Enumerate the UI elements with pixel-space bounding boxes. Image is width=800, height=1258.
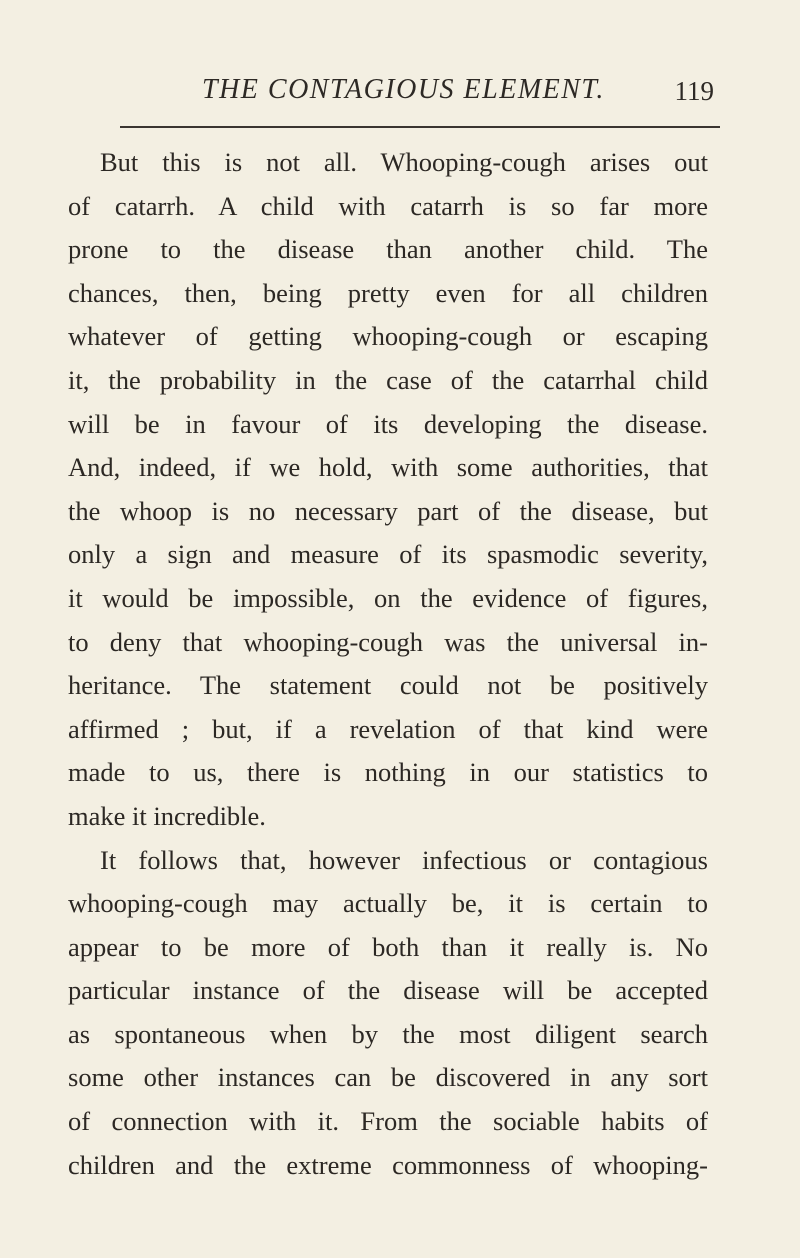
text-line: the whoop is no necessary part of the disease, but bbox=[68, 495, 708, 526]
body-text bbox=[68, 141, 708, 1187]
running-title: THE CONTAGIOUS ELEMENT. bbox=[202, 74, 605, 105]
text-line: appear to be more of both than it really is. No bbox=[68, 931, 708, 962]
text-line: children and the extreme commonness of whooping- bbox=[68, 1149, 708, 1180]
text-line: it, the probability in the case of the catarrhal child bbox=[68, 364, 708, 395]
text-line: chances, then, being pretty even for all children bbox=[68, 277, 708, 308]
text-line: But this is not all. Whooping-cough arises out bbox=[100, 147, 708, 177]
text-line: heritance. The statement could not be positively bbox=[68, 670, 708, 701]
running-head bbox=[120, 74, 720, 114]
text-line: to deny that whooping-cough was the universal in- bbox=[68, 626, 708, 657]
text-line: as spontaneous when by the most diligent search bbox=[68, 1018, 708, 1049]
text-line: will be in favour of its developing the disease. bbox=[68, 408, 708, 439]
page-number: 119 bbox=[674, 76, 714, 106]
text-line: affirmed ; but, if a revelation of that kind were bbox=[68, 713, 708, 744]
text-line: whooping-cough may actually be, it is certain to bbox=[68, 888, 708, 919]
text-line: of catarrh. A child with catarrh is so far more bbox=[68, 190, 708, 221]
text-line: whatever of getting whooping-cough or escaping bbox=[68, 321, 708, 352]
text-line: It follows that, however infectious or contagious bbox=[100, 844, 708, 875]
text-line: particular instance of the disease will be accepted bbox=[68, 975, 708, 1006]
text-line: prone to the disease than another child. The bbox=[68, 234, 708, 265]
text-line: make it incredible. bbox=[68, 800, 266, 831]
text-line: it would be impossible, on the evidence of figures, bbox=[68, 582, 708, 613]
text-line: of connection with it. From the sociable habits of bbox=[68, 1106, 708, 1137]
text-line: made to us, there is nothing in our statistics to bbox=[68, 757, 708, 788]
header-rule bbox=[120, 126, 720, 128]
text-line: And, indeed, if we hold, with some authorities, that bbox=[68, 452, 708, 483]
text-line: only a sign and measure of its spasmodic severity, bbox=[68, 539, 708, 570]
text-line: some other instances can be discovered in any sort bbox=[68, 1062, 708, 1093]
